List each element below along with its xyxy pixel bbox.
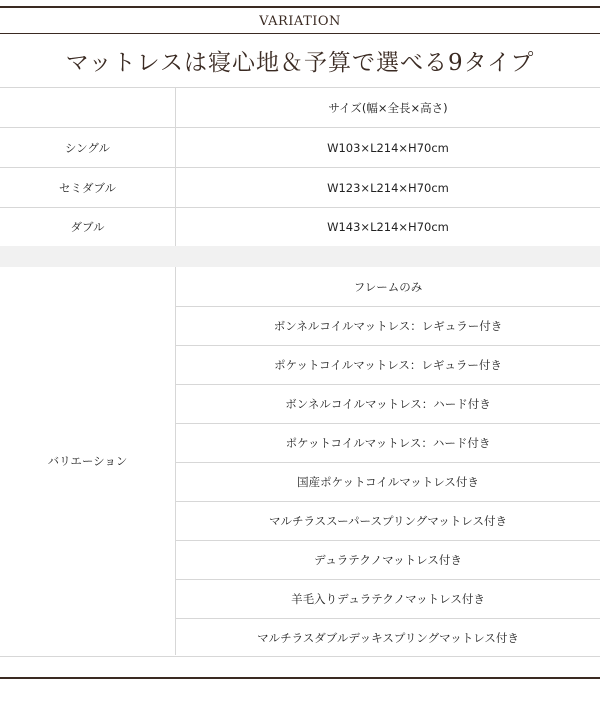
list-item: フレームのみ xyxy=(353,279,423,294)
list-item: ボンネルコイルマットレス：レギュラー付き xyxy=(273,318,503,333)
header-empty-cell xyxy=(0,88,176,127)
list-item: デュラテクノマットレス付き xyxy=(314,552,462,567)
size-name: ダブル xyxy=(0,208,176,246)
list-item: 羊毛入りデュラテクノマットレス付き xyxy=(291,591,485,606)
list-item: マルチラスダブルデッキスプリングマットレス付き xyxy=(257,630,519,645)
table-border xyxy=(0,656,600,657)
list-item: マルチラススーパースプリングマットレス付き xyxy=(269,513,507,528)
page-title: マットレスは寝心地＆予算で選べる9タイプ xyxy=(65,50,535,76)
footer-rule xyxy=(0,677,600,679)
table-row xyxy=(0,168,600,207)
section-label: VARIATION xyxy=(259,14,341,29)
size-table-header-row xyxy=(0,88,600,127)
header-top-rule xyxy=(0,6,600,8)
list-item: ボンネルコイルマットレス：ハード付き xyxy=(285,396,491,411)
size-column-header: サイズ(幅×全長×高さ) xyxy=(328,100,448,115)
list-item: ポケットコイルマットレス：レギュラー付き xyxy=(274,357,502,372)
table-row xyxy=(0,208,600,246)
size-name: シングル xyxy=(0,128,176,167)
size-dimensions: W143×L214×H70cm xyxy=(327,220,449,234)
list-item: ポケットコイルマットレス：ハード付き xyxy=(285,435,491,450)
section-separator xyxy=(0,246,600,267)
size-name: セミダブル xyxy=(0,168,176,207)
list-item: 国産ポケットコイルマットレス付き xyxy=(297,474,479,489)
variation-label: バリエーション xyxy=(0,267,176,655)
size-dimensions: W123×L214×H70cm xyxy=(327,180,449,195)
size-dimensions: W103×L214×H70cm xyxy=(327,140,449,155)
table-row xyxy=(0,128,600,167)
header-divider xyxy=(0,33,600,34)
